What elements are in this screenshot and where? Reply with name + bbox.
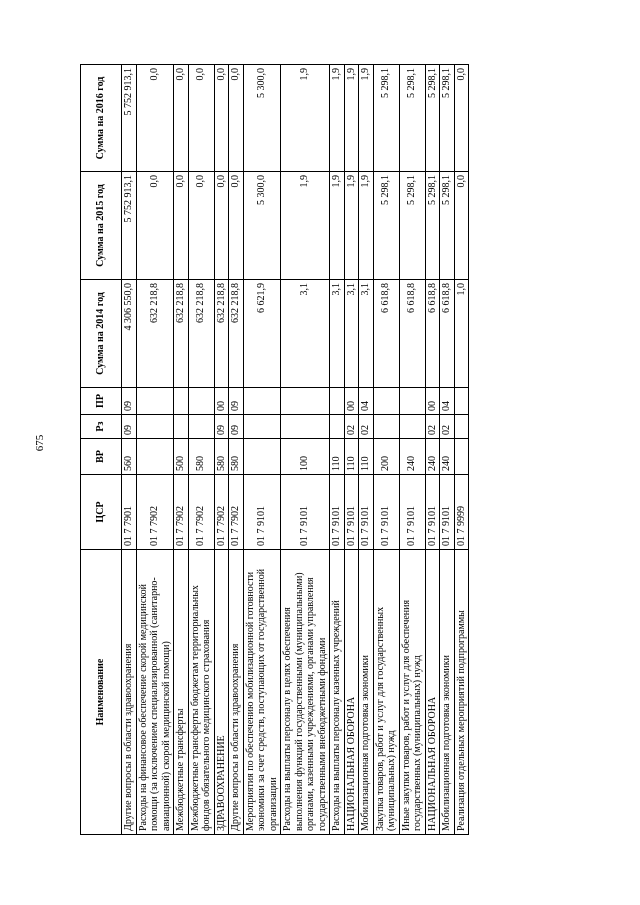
- cell-name: ЗДРАВООХРАНЕНИЕ: [214, 550, 229, 835]
- cell-rz: [174, 415, 189, 439]
- cell-sum-2014: 632 218,8: [214, 280, 229, 388]
- cell-pr: 09: [229, 388, 244, 415]
- cell-vr: 100: [281, 439, 330, 475]
- table-header-row: [81, 65, 122, 835]
- cell-sum-2016: 1,9: [344, 65, 359, 172]
- cell-sum-2016: 1,9: [281, 65, 330, 172]
- cell-sum-2014: 632 218,8: [229, 280, 244, 388]
- table-row: [174, 65, 189, 835]
- cell-name: Расходы на выплаты персоналу в целях обеспечения выполнения функций государственными (муниципальными) органами, казенными учреждениями, органами управления государственными внебюджетными фондами: [281, 550, 330, 835]
- cell-csr: 01 7 7902: [188, 475, 214, 550]
- cell-rz: [399, 415, 425, 439]
- header-sum-2014: Сумма на 2014 год: [81, 280, 122, 388]
- cell-sum-2015: 1,9: [359, 172, 374, 280]
- cell-name: Закупка товаров, работ и услуг для государственных (муниципальных) нужд: [373, 550, 399, 835]
- cell-sum-2014: 632 218,8: [174, 280, 189, 388]
- cell-sum-2016: 0,0: [188, 65, 214, 172]
- cell-csr: 01 7 9101: [440, 475, 455, 550]
- cell-sum-2014: 3,1: [330, 280, 345, 388]
- page-number: 675: [34, 434, 46, 452]
- cell-name: НАЦИОНАЛЬНАЯ ОБОРОНА: [344, 550, 359, 835]
- cell-sum-2015: 0,0: [136, 172, 174, 280]
- cell-sum-2016: 5 298,1: [399, 65, 425, 172]
- table-row: [454, 65, 469, 835]
- cell-pr: [373, 388, 399, 415]
- cell-sum-2016: 0,0: [454, 65, 469, 172]
- cell-pr: [281, 388, 330, 415]
- cell-sum-2015: 0,0: [214, 172, 229, 280]
- cell-rz: 02: [440, 415, 455, 439]
- cell-rz: [243, 415, 281, 439]
- cell-sum-2016: 5 298,1: [440, 65, 455, 172]
- cell-sum-2016: 1,9: [330, 65, 345, 172]
- cell-vr: 580: [229, 439, 244, 475]
- cell-csr: 01 7 7902: [214, 475, 229, 550]
- budget-table: [80, 64, 469, 835]
- cell-csr: 01 7 7902: [136, 475, 174, 550]
- table-row: [136, 65, 174, 835]
- cell-sum-2014: 632 218,8: [188, 280, 214, 388]
- cell-name: Расходы на выплаты персоналу казенных учреждений: [330, 550, 345, 835]
- cell-sum-2016: 0,0: [136, 65, 174, 172]
- cell-sum-2015: 1,9: [330, 172, 345, 280]
- cell-sum-2014: 632 218,8: [136, 280, 174, 388]
- cell-rz: 02: [359, 415, 374, 439]
- cell-name: Другие вопросы в области здравоохранения: [122, 550, 137, 835]
- header-pr: ПР: [81, 388, 122, 415]
- cell-name: Мобилизационная подготовка экономики: [359, 550, 374, 835]
- cell-vr: 560: [122, 439, 137, 475]
- cell-csr: 01 7 9999: [454, 475, 469, 550]
- table-body: [122, 65, 469, 835]
- cell-sum-2015: 0,0: [188, 172, 214, 280]
- cell-sum-2014: 1,0: [454, 280, 469, 388]
- table-row: [122, 65, 137, 835]
- cell-csr: 01 7 7901: [122, 475, 137, 550]
- cell-pr: [188, 388, 214, 415]
- cell-name: Реализация отдельных мероприятий подпрограммы: [454, 550, 469, 835]
- cell-csr: 01 7 9101: [373, 475, 399, 550]
- cell-sum-2014: 3,1: [281, 280, 330, 388]
- rotated-table-container: [80, 65, 565, 835]
- cell-vr: 110: [359, 439, 374, 475]
- cell-sum-2015: 0,0: [174, 172, 189, 280]
- cell-sum-2016: 1,9: [359, 65, 374, 172]
- header-csr: ЦСР: [81, 475, 122, 550]
- table-row: [188, 65, 214, 835]
- cell-sum-2015: 5 300,0: [243, 172, 281, 280]
- cell-vr: 580: [188, 439, 214, 475]
- cell-pr: [243, 388, 281, 415]
- cell-sum-2015: 0,0: [454, 172, 469, 280]
- header-rz: Рз: [81, 415, 122, 439]
- table-row: [229, 65, 244, 835]
- cell-rz: 09: [229, 415, 244, 439]
- cell-name: Другие вопросы в области здравоохранения: [229, 550, 244, 835]
- cell-sum-2016: 0,0: [174, 65, 189, 172]
- cell-csr: 01 7 9101: [330, 475, 345, 550]
- cell-csr: 01 7 7902: [174, 475, 189, 550]
- cell-vr: 240: [425, 439, 440, 475]
- cell-csr: 01 7 9101: [344, 475, 359, 550]
- table-row: [243, 65, 281, 835]
- header-vr: ВР: [81, 439, 122, 475]
- cell-sum-2016: 0,0: [214, 65, 229, 172]
- cell-name: Расходы на финансовое обеспечение скорой медицинской помощи (за исключением специализированной (санитарно-авиационной) скорой медицинской помощи): [136, 550, 174, 835]
- table-row: [281, 65, 330, 835]
- cell-csr: 01 7 9101: [399, 475, 425, 550]
- cell-rz: [188, 415, 214, 439]
- header-sum-2016: Сумма на 2016 год: [81, 65, 122, 172]
- cell-sum-2014: 3,1: [359, 280, 374, 388]
- cell-pr: [399, 388, 425, 415]
- cell-sum-2016: 5 298,1: [373, 65, 399, 172]
- cell-csr: 01 7 7902: [229, 475, 244, 550]
- cell-pr: 04: [359, 388, 374, 415]
- cell-sum-2016: 5 752 913,1: [122, 65, 137, 172]
- cell-csr: 01 7 9101: [425, 475, 440, 550]
- cell-vr: 240: [440, 439, 455, 475]
- cell-pr: [136, 388, 174, 415]
- cell-name: НАЦИОНАЛЬНАЯ ОБОРОНА: [425, 550, 440, 835]
- cell-sum-2016: 0,0: [229, 65, 244, 172]
- cell-vr: 500: [174, 439, 189, 475]
- cell-csr: 01 7 9101: [359, 475, 374, 550]
- cell-name: Мероприятия по обеспечению мобилизационной готовности экономики за счет средств, поступающих от государственной организации: [243, 550, 281, 835]
- cell-name: Иные закупки товаров, работ и услуг для обеспечения государственных (муниципальных) нужд: [399, 550, 425, 835]
- cell-sum-2014: 6 618,8: [425, 280, 440, 388]
- table-row: [399, 65, 425, 835]
- cell-sum-2015: 1,9: [344, 172, 359, 280]
- cell-sum-2015: 5 298,1: [440, 172, 455, 280]
- cell-vr: 200: [373, 439, 399, 475]
- cell-sum-2014: 6 618,8: [373, 280, 399, 388]
- cell-rz: [454, 415, 469, 439]
- cell-rz: [136, 415, 174, 439]
- table-row: [359, 65, 374, 835]
- table-row: [344, 65, 359, 835]
- cell-pr: 00: [214, 388, 229, 415]
- cell-csr: 01 7 9101: [243, 475, 281, 550]
- cell-rz: [330, 415, 345, 439]
- cell-rz: 09: [214, 415, 229, 439]
- cell-sum-2014: 4 306 550,0: [122, 280, 137, 388]
- header-name: Наименование: [81, 550, 122, 835]
- cell-sum-2015: 5 752 913,1: [122, 172, 137, 280]
- cell-rz: 09: [122, 415, 137, 439]
- cell-sum-2014: 6 618,8: [399, 280, 425, 388]
- cell-csr: 01 7 9101: [281, 475, 330, 550]
- header-sum-2015: Сумма на 2015 год: [81, 172, 122, 280]
- cell-rz: 02: [425, 415, 440, 439]
- cell-pr: 00: [344, 388, 359, 415]
- cell-pr: [454, 388, 469, 415]
- table-row: [440, 65, 455, 835]
- cell-sum-2014: 6 621,9: [243, 280, 281, 388]
- cell-pr: 04: [440, 388, 455, 415]
- table-row: [214, 65, 229, 835]
- cell-vr: [454, 439, 469, 475]
- cell-sum-2016: 5 300,0: [243, 65, 281, 172]
- cell-sum-2015: 5 298,1: [425, 172, 440, 280]
- cell-name: Межбюджетные трансферты бюджетам территориальных фондов обязательного медицинского страхования: [188, 550, 214, 835]
- cell-vr: 110: [344, 439, 359, 475]
- cell-sum-2014: 6 618,8: [440, 280, 455, 388]
- cell-sum-2014: 3,1: [344, 280, 359, 388]
- table-row: [330, 65, 345, 835]
- cell-sum-2016: 5 298,1: [425, 65, 440, 172]
- cell-vr: [243, 439, 281, 475]
- cell-pr: [174, 388, 189, 415]
- table-row: [373, 65, 399, 835]
- cell-vr: 580: [214, 439, 229, 475]
- cell-pr: [330, 388, 345, 415]
- cell-sum-2015: 1,9: [281, 172, 330, 280]
- cell-rz: [281, 415, 330, 439]
- cell-pr: 00: [425, 388, 440, 415]
- cell-pr: 09: [122, 388, 137, 415]
- table-row: [425, 65, 440, 835]
- cell-sum-2015: 5 298,1: [399, 172, 425, 280]
- cell-vr: 240: [399, 439, 425, 475]
- cell-sum-2015: 5 298,1: [373, 172, 399, 280]
- cell-name: Межбюджетные трансферты: [174, 550, 189, 835]
- cell-rz: [373, 415, 399, 439]
- cell-vr: 110: [330, 439, 345, 475]
- cell-vr: [136, 439, 174, 475]
- cell-rz: 02: [344, 415, 359, 439]
- cell-sum-2015: 0,0: [229, 172, 244, 280]
- cell-name: Мобилизационная подготовка экономики: [440, 550, 455, 835]
